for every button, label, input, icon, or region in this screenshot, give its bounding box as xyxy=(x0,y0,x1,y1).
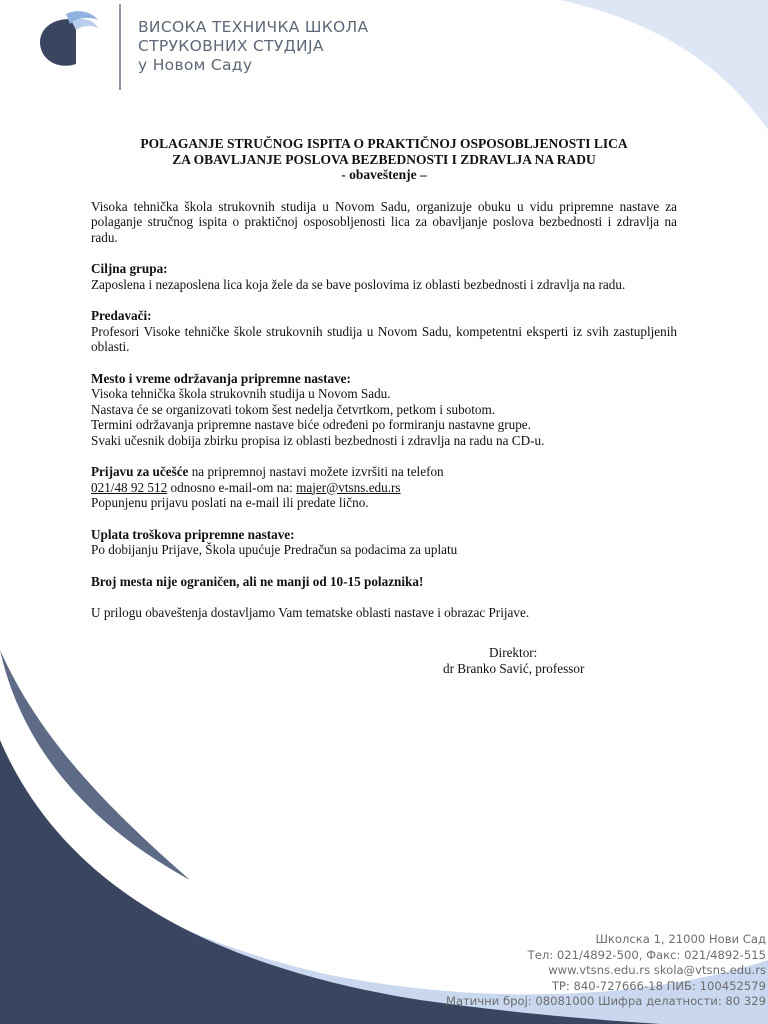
institution-line: СТРУКОВНИХ СТУДИЈА xyxy=(138,37,324,55)
notice-subtitle: - obaveštenje – xyxy=(341,167,427,182)
attachment-notice: U prilogu obaveštenja dostavljamo Vam tematske oblasti nastave i obrazac Prijave. xyxy=(91,605,530,620)
footer-line: Матични број: 08081000 Шифра делатности: 80 329 xyxy=(445,994,766,1009)
lecturers-heading: Predavači: xyxy=(91,308,152,323)
institution-line: у Новом Саду xyxy=(138,56,253,74)
place-line: Visoka tehnička škola strukovnih studija u Novom Sadu. xyxy=(91,386,391,401)
application-heading: Prijavu za učešće xyxy=(91,464,189,479)
swoosh-top-right xyxy=(560,0,768,130)
intro-paragraph: Visoka tehnička škola strukovnih studija u Novom Sadu, organizuje obuku u vidu pripremne nastave za polaganje stručnog ispita o praktičnoj osposobljenosti lica za obavljanje poslova bezbednosti i zdravlja na radu. xyxy=(91,198,677,245)
institution-logo-icon xyxy=(38,8,100,74)
seats-notice: Broj mesta nije ograničen, ali ne manji od 10-15 polaznika! xyxy=(91,573,424,589)
signature-role: Direktor: xyxy=(489,645,538,660)
payment-text: Po dobijanju Prijave, Škola upućuje Predračun sa podacima za uplatu xyxy=(91,542,458,557)
footer-line: Школска 1, 21000 Нови Сад xyxy=(595,932,766,946)
place-time-heading: Mesto i vreme održavanja pripremne nastave: xyxy=(91,370,351,386)
footer-line: www.vtsns.edu.rs skola@vtsns.edu.rs xyxy=(548,963,766,978)
place-line: Termini održavanja pripremne nastave biće određeni po formiranju nastavne grupe. xyxy=(91,417,531,432)
footer-line: ТР: 840-727666-18 ПИБ: 100452579 xyxy=(551,978,766,993)
lecturers-text: Profesori Visoke tehničke škole strukovnih studija u Novom Sadu, kompetentni eksperti iz svih zastupljenih oblasti. xyxy=(91,323,677,354)
institution-name xyxy=(138,18,368,75)
notice-body xyxy=(91,136,677,621)
email-prefix: odnosno e-mail-om na: xyxy=(167,479,297,495)
place-line: Nastava će se organizovati tokom šest nedelja četvrtkom, petkom i subotom. xyxy=(91,401,496,417)
institution-line: ВИСОКА ТЕХНИЧКА ШКОЛА xyxy=(138,18,369,36)
payment-heading: Uplata troškova pripremne nastave: xyxy=(91,526,295,542)
application-text: na pripremnoj nastavi možete izvršiti na telefon xyxy=(188,464,444,479)
email-link[interactable]: majer@vtsns.edu.rs xyxy=(296,479,401,495)
target-group-text: Zaposlena i nezaposlena lica koja žele da se bave poslovima iz oblasti bezbednosti i zdravlja na radu. xyxy=(91,276,626,292)
contact-line xyxy=(91,480,677,496)
footer-line: Тел: 021/4892-500, Факс: 021/4892-515 xyxy=(527,947,766,962)
header-divider xyxy=(119,4,121,90)
notice-title-line2: ZA OBAVLJANJE POSLOVA BEZBEDNOSTI I ZDRAVLJA NA RADU xyxy=(172,151,596,167)
target-group-heading: Ciljna grupa: xyxy=(91,261,168,276)
application-note: Popunjenu prijavu poslati na e-mail ili predate lično. xyxy=(91,495,369,510)
place-line: Svaki učesnik dobija zbirku propisa iz oblasti bezbednosti i zdravlja na radu na CD-u. xyxy=(91,432,545,448)
footer-contact xyxy=(446,932,766,1010)
phone-link[interactable]: 021/48 92 512 xyxy=(91,479,168,495)
notice-title-line1: POLAGANJE STRUČNOG ISPITA O PRAKTIČNOJ OSPOSOBLJENOSTI LICA xyxy=(140,136,628,151)
application-line xyxy=(91,464,677,480)
signature-name: dr Branko Savić, professor xyxy=(443,661,585,676)
